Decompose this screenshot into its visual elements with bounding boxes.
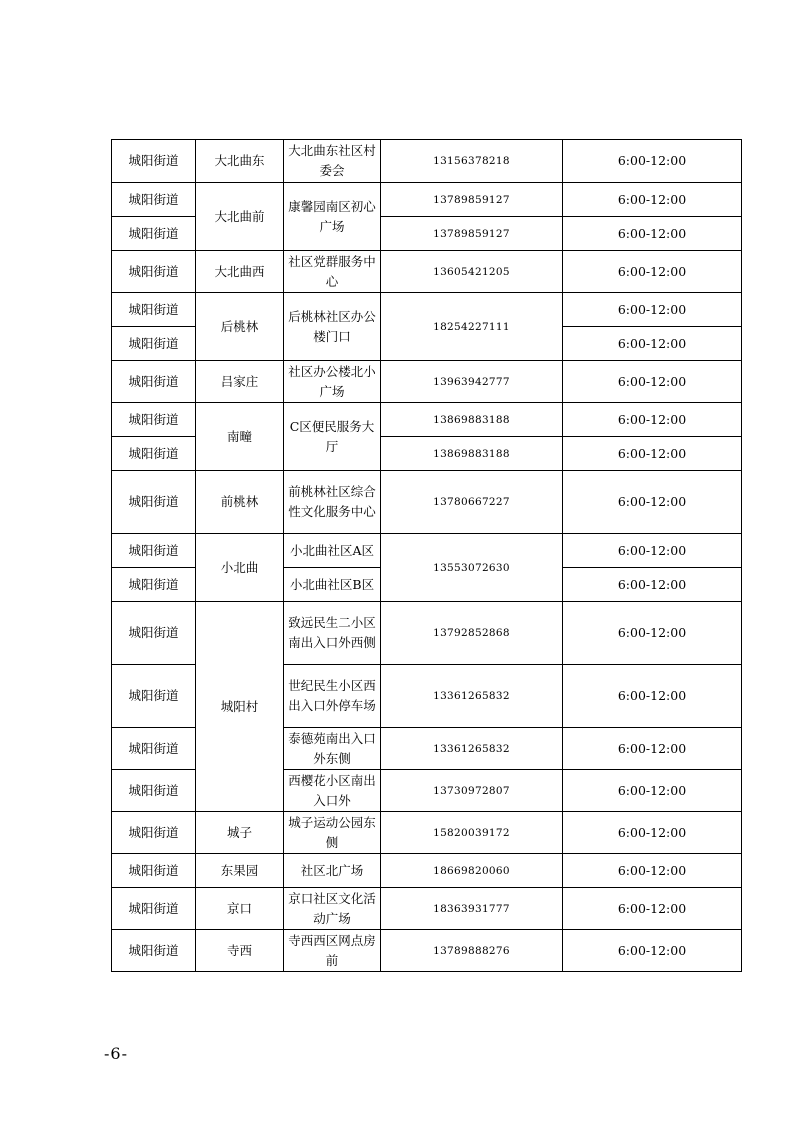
location-cell: 致远民生二小区南出入口外西侧 (284, 602, 381, 665)
schedule-table (111, 139, 742, 972)
community-cell: 南疃 (196, 403, 284, 471)
time-cell: 6:00-12:00 (563, 602, 742, 665)
phone-cell: 15820039172 (381, 812, 563, 854)
phone-cell: 13789888276 (381, 930, 563, 972)
street-cell: 城阳街道 (112, 471, 196, 534)
time-cell: 6:00-12:00 (563, 930, 742, 972)
location-cell: 城子运动公园东侧 (284, 812, 381, 854)
time-cell: 6:00-12:00 (563, 437, 742, 471)
time-cell: 6:00-12:00 (563, 728, 742, 770)
street-cell: 城阳街道 (112, 361, 196, 403)
time-cell: 6:00-12:00 (563, 327, 742, 361)
time-cell: 6:00-12:00 (563, 293, 742, 327)
community-cell: 小北曲 (196, 534, 284, 602)
table-row (112, 251, 742, 293)
street-cell: 城阳街道 (112, 728, 196, 770)
location-cell: 大北曲东社区村委会 (284, 140, 381, 183)
community-cell: 大北曲东 (196, 140, 284, 183)
street-cell: 城阳街道 (112, 602, 196, 665)
street-cell: 城阳街道 (112, 437, 196, 471)
community-cell: 京口 (196, 888, 284, 930)
time-cell: 6:00-12:00 (563, 140, 742, 183)
community-cell: 前桃林 (196, 471, 284, 534)
street-cell: 城阳街道 (112, 403, 196, 437)
street-cell: 城阳街道 (112, 293, 196, 327)
street-cell: 城阳街道 (112, 327, 196, 361)
time-cell: 6:00-12:00 (563, 770, 742, 812)
community-cell: 城子 (196, 812, 284, 854)
phone-cell: 13156378218 (381, 140, 563, 183)
time-cell: 6:00-12:00 (563, 217, 742, 251)
street-cell: 城阳街道 (112, 665, 196, 728)
phone-cell: 13789859127 (381, 217, 563, 251)
phone-cell: 18363931777 (381, 888, 563, 930)
time-cell: 6:00-12:00 (563, 534, 742, 568)
location-cell: 西樱花小区南出入口外 (284, 770, 381, 812)
street-cell: 城阳街道 (112, 140, 196, 183)
phone-cell: 13792852868 (381, 602, 563, 665)
street-cell: 城阳街道 (112, 888, 196, 930)
phone-cell: 13869883188 (381, 437, 563, 471)
location-cell: 寺西西区网点房前 (284, 930, 381, 972)
location-cell: 京口社区文化活动广场 (284, 888, 381, 930)
street-cell: 城阳街道 (112, 534, 196, 568)
location-cell: 世纪民生小区西出入口外停车场 (284, 665, 381, 728)
location-cell: 后桃林社区办公楼门口 (284, 293, 381, 361)
time-cell: 6:00-12:00 (563, 665, 742, 728)
location-cell: 前桃林社区综合性文化服务中心 (284, 471, 381, 534)
time-cell: 6:00-12:00 (563, 183, 742, 217)
location-cell: 小北曲社区A区 (284, 534, 381, 568)
table-row (112, 293, 742, 327)
community-cell: 大北曲西 (196, 251, 284, 293)
location-cell: C区便民服务大厅 (284, 403, 381, 471)
community-cell: 后桃林 (196, 293, 284, 361)
phone-cell: 18254227111 (381, 293, 563, 361)
location-cell: 小北曲社区B区 (284, 568, 381, 602)
time-cell: 6:00-12:00 (563, 403, 742, 437)
table-row (112, 534, 742, 568)
table-row (112, 812, 742, 854)
time-cell: 6:00-12:00 (563, 812, 742, 854)
street-cell: 城阳街道 (112, 812, 196, 854)
street-cell: 城阳街道 (112, 568, 196, 602)
phone-cell: 13963942777 (381, 361, 563, 403)
phone-cell: 13605421205 (381, 251, 563, 293)
table-row (112, 361, 742, 403)
time-cell: 6:00-12:00 (563, 568, 742, 602)
table-row (112, 140, 742, 183)
phone-cell: 13789859127 (381, 183, 563, 217)
table-row (112, 602, 742, 665)
location-cell: 社区办公楼北小广场 (284, 361, 381, 403)
time-cell: 6:00-12:00 (563, 854, 742, 888)
community-cell: 大北曲前 (196, 183, 284, 251)
street-cell: 城阳街道 (112, 217, 196, 251)
page-number: -6- (104, 1044, 128, 1063)
phone-cell: 18669820060 (381, 854, 563, 888)
phone-cell: 13730972807 (381, 770, 563, 812)
phone-cell: 13869883188 (381, 403, 563, 437)
phone-cell: 13361265832 (381, 728, 563, 770)
street-cell: 城阳街道 (112, 251, 196, 293)
location-cell: 社区北广场 (284, 854, 381, 888)
community-cell: 城阳村 (196, 602, 284, 812)
table-row (112, 403, 742, 437)
street-cell: 城阳街道 (112, 770, 196, 812)
street-cell: 城阳街道 (112, 930, 196, 972)
location-cell: 社区党群服务中心 (284, 251, 381, 293)
location-cell: 泰德苑南出入口外东侧 (284, 728, 381, 770)
time-cell: 6:00-12:00 (563, 471, 742, 534)
table-row (112, 854, 742, 888)
street-cell: 城阳街道 (112, 183, 196, 217)
time-cell: 6:00-12:00 (563, 888, 742, 930)
time-cell: 6:00-12:00 (563, 251, 742, 293)
table-row (112, 888, 742, 930)
phone-cell: 13553072630 (381, 534, 563, 602)
phone-cell: 13780667227 (381, 471, 563, 534)
table-row (112, 930, 742, 972)
community-cell: 吕家庄 (196, 361, 284, 403)
phone-cell: 13361265832 (381, 665, 563, 728)
location-cell: 康馨园南区初心广场 (284, 183, 381, 251)
street-cell: 城阳街道 (112, 854, 196, 888)
table-row (112, 471, 742, 534)
community-cell: 东果园 (196, 854, 284, 888)
table-row (112, 183, 742, 217)
time-cell: 6:00-12:00 (563, 361, 742, 403)
community-cell: 寺西 (196, 930, 284, 972)
